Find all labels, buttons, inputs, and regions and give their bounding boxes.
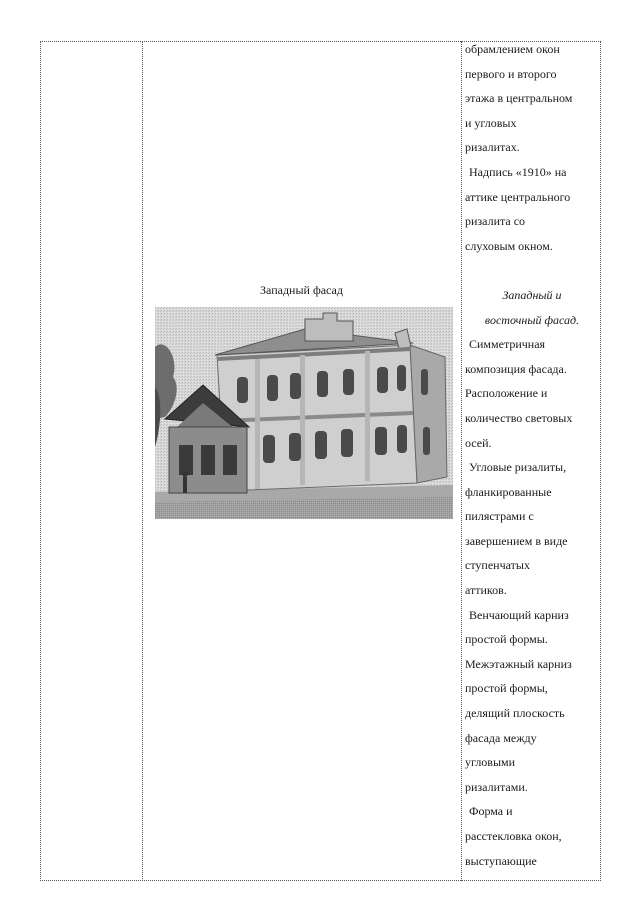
column-divider-2 [461,41,462,881]
description-line: делящий плоскость [465,706,565,721]
description-line: первого и второго [465,66,557,81]
description-line: Венчающий карниз [469,607,569,622]
description-line: аттике центрального [465,189,571,204]
description-line: ризалитах. [465,140,520,155]
description-line: простой формы, [465,681,548,696]
description-line: Надпись «1910» на [469,164,567,179]
description-line: ступенчатых [465,558,530,573]
table-bottom-border [40,880,601,881]
description-line: этажа в центральном [465,91,573,106]
description-line: ризалитами. [465,779,528,794]
description-line: угловыми [465,755,516,770]
description-line: расстекловка окон, [465,829,562,843]
description-line: обрамлением окон [465,42,560,56]
facade-photo [155,307,453,519]
table-right-border [600,41,601,881]
description-line: восточный фасад. [484,312,580,327]
figure-caption: Западный фасад [260,283,343,297]
description-line: композиция фасада. [465,361,567,376]
description-line: пилястрами с [465,509,534,524]
description-line: Межэтажный карниз [465,656,572,671]
description-line: фланкированные [465,484,552,499]
description-line: Западный и [502,287,562,302]
description-line: количество световых [465,410,573,425]
description-line: Угловые ризалиты, [469,460,567,475]
description-line: выступающие [465,853,537,868]
description-column [465,37,599,873]
description-line: простой формы. [465,632,548,647]
description-line: завершением в виде [465,533,568,548]
description-line: осей. [465,435,492,450]
table-left-border [40,41,41,881]
column-divider-1 [142,41,143,881]
description-line: ризалита со [465,214,526,229]
description-line: аттиков. [465,583,507,598]
description-line: слуховым окном. [465,238,553,253]
description-line: Симметричная [469,337,546,352]
description-line: Расположение и [465,386,548,401]
description-line: и угловых [465,115,517,130]
description-line: Форма и [469,804,513,819]
description-line [465,258,599,283]
description-line: фасада между [465,730,537,745]
